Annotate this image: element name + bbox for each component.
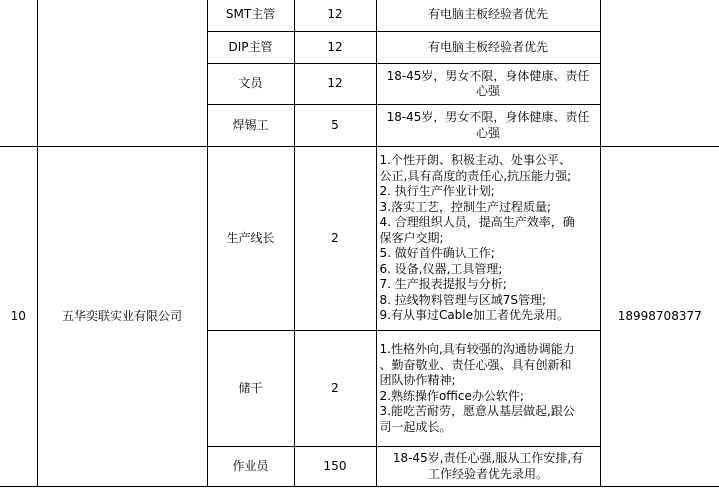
requirement-line: 6. 设备,仪器,工具管理;	[379, 261, 503, 276]
requirement-line: 公正,具有高度的责任心,抗压能力强;	[379, 168, 572, 183]
index-cell-prev	[0, 0, 37, 147]
position-cell: 文员	[207, 64, 294, 105]
company-cell-prev	[37, 0, 207, 147]
requirement-cell	[376, 447, 600, 487]
requirement-line: 2. 执行生产作业计划;	[379, 184, 495, 199]
requirement-line: 8. 拉线物料管理与区域7S管理;	[379, 292, 547, 307]
requirement-line: 保客户交期;	[379, 230, 444, 245]
requirement-line: 司一起成长。	[379, 419, 452, 434]
requirement-line: 1.个性开朗、积极主动、处事公平、	[379, 153, 571, 168]
requirement-line: 团队协作精神;	[379, 373, 456, 387]
requirement-line: 18-45岁，男女不限，身体健康、责任	[386, 110, 590, 124]
requirement-line: 1.性格外向,具有较强的沟通协调能力	[379, 342, 575, 356]
position-cell: SMT主管	[207, 0, 294, 32]
company-name-cell: 五华奕联实业有限公司	[37, 147, 207, 487]
requirement-line: 3.落实工艺，控制生产过程质量;	[379, 199, 551, 214]
requirement-cell	[376, 331, 600, 447]
requirement-line: 18-45岁,责任心强,服从工作安排,有	[392, 451, 584, 465]
phone-cell-prev	[600, 0, 719, 147]
count-cell: 5	[294, 105, 376, 147]
count-cell: 12	[294, 64, 376, 105]
position-cell: 焊锡工	[207, 105, 294, 147]
requirement-line: 心强	[475, 84, 500, 98]
count-cell: 12	[294, 32, 376, 64]
requirement-line: 7. 生产报表提报与分析;	[379, 277, 507, 292]
position-cell: 作业员	[207, 447, 294, 487]
count-cell: 2	[294, 331, 376, 447]
requirement-line: 有电脑主板经验者优先	[427, 7, 548, 22]
requirement-cell	[376, 105, 600, 147]
position-cell: 生产线长	[207, 147, 294, 331]
requirement-line: 、勤奋敬业、责任心强、具有创新和	[379, 357, 572, 372]
requirement-cell	[376, 0, 600, 32]
position-cell: DIP主管	[207, 32, 294, 64]
count-cell: 150	[294, 447, 376, 487]
requirement-line: 9.有从事过Cable加工者优先录用。	[379, 308, 570, 323]
requirement-line: 工作经验者优先录用。	[427, 466, 548, 481]
count-cell: 2	[294, 147, 376, 331]
position-cell: 储干	[207, 331, 294, 447]
requirement-line: 心强	[475, 125, 500, 140]
phone-cell: 18998708377	[600, 147, 719, 487]
requirement-line: 有电脑主板经验者优先	[427, 39, 548, 54]
table-row	[0, 147, 719, 331]
requirement-line: 5. 做好首件确认工作;	[379, 246, 495, 261]
requirement-cell	[376, 32, 600, 64]
requirement-line: 4. 合理组织人员，提高生产效率，确	[379, 215, 575, 230]
requirement-line: 2.熟练操作office办公软件;	[379, 388, 524, 403]
count-cell: 12	[294, 0, 376, 32]
requirement-line: 18-45岁，男女不限，身体健康、责任	[386, 68, 590, 83]
requirement-line: 3.能吃苦耐劳，愿意从基层做起,跟公	[379, 404, 575, 418]
table-row	[0, 0, 719, 32]
requirement-cell	[376, 64, 600, 105]
index-cell: 10	[0, 147, 37, 487]
requirement-cell	[376, 147, 600, 331]
